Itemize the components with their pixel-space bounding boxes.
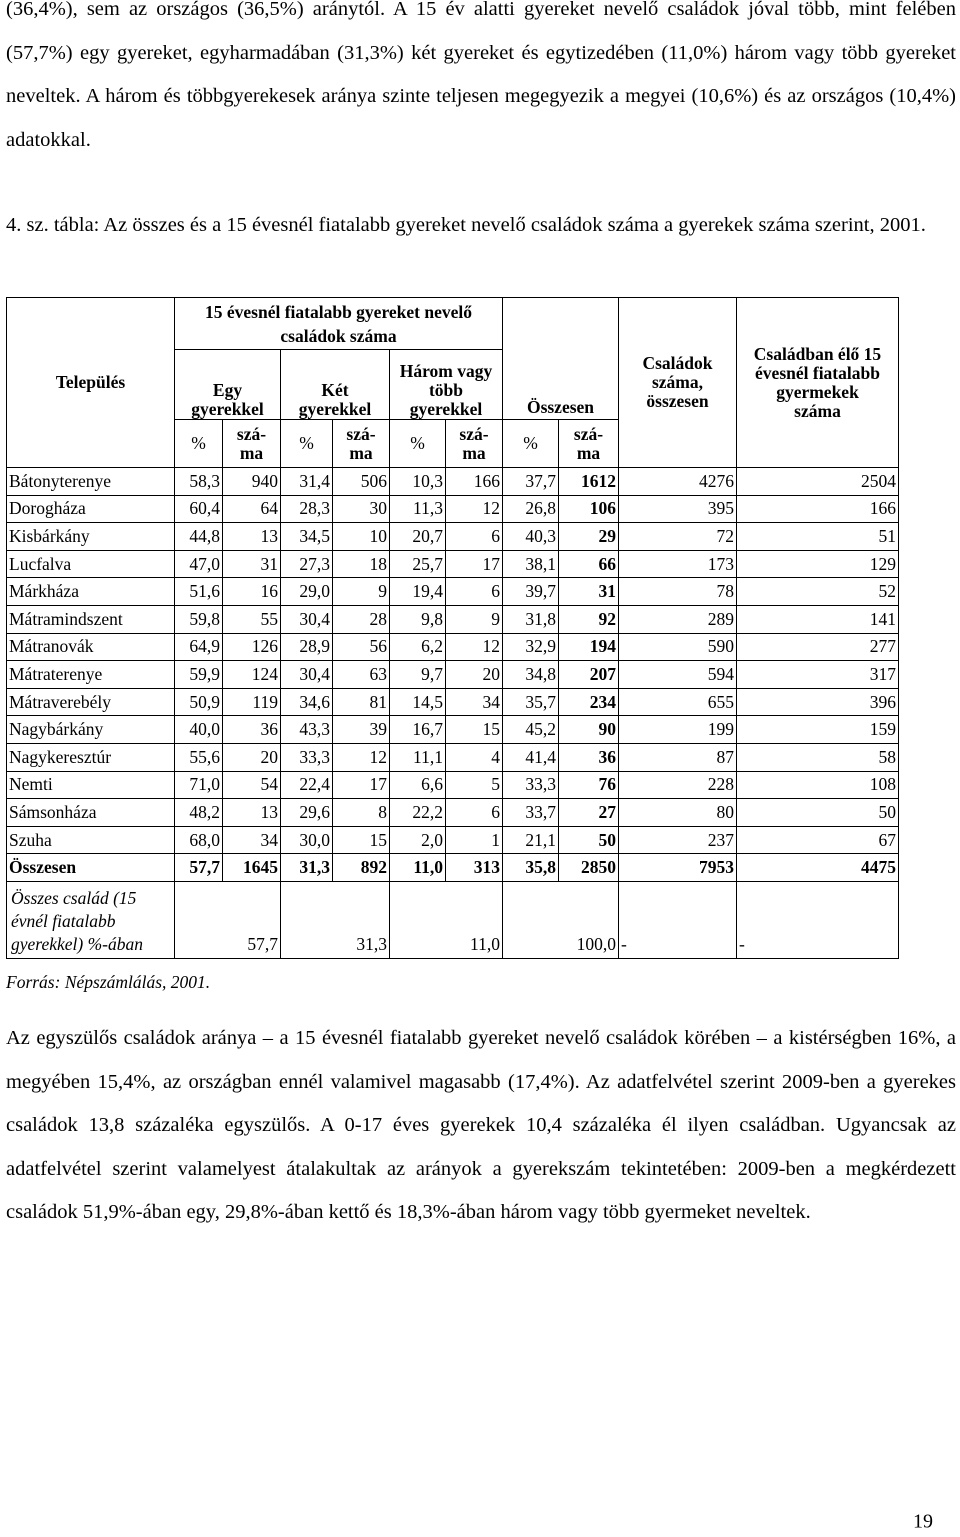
cell-value: 10 — [333, 523, 390, 551]
cell-value: 313 — [446, 854, 503, 882]
cell-value: 39 — [333, 716, 390, 744]
cell-value: 199 — [619, 716, 737, 744]
cell-value: 31 — [559, 578, 619, 606]
cell-value: 87 — [619, 743, 737, 771]
header-egy: Egy gyerekkel — [175, 350, 281, 420]
cell-value: 237 — [619, 826, 737, 854]
table-source: Forrás: Népszámlálás, 2001. — [6, 972, 211, 992]
cell-value: 13 — [223, 799, 281, 827]
cell-settlement: Mátraterenye — [7, 661, 175, 689]
cell-value: 58,3 — [175, 468, 223, 496]
table-row — [7, 799, 899, 827]
cell-value: 35,8 — [503, 854, 559, 882]
cell-value: 59,8 — [175, 605, 223, 633]
header-gyermekek: Családban élő 15 évesnél fiatalabb gyermekek száma — [737, 298, 899, 468]
cell-settlement: Dorogháza — [7, 495, 175, 523]
cell-value: 63 — [333, 661, 390, 689]
cell-value: 9 — [446, 605, 503, 633]
table-row — [7, 716, 899, 744]
cell-value: 51,6 — [175, 578, 223, 606]
header-pct: % — [281, 420, 333, 468]
cell-value: 55,6 — [175, 743, 223, 771]
cell-value: 45,2 — [503, 716, 559, 744]
cell-value: 92 — [559, 605, 619, 633]
cell-value: 31,8 — [503, 605, 559, 633]
cell-value: 2504 — [737, 468, 899, 496]
cell-value: 47,0 — [175, 550, 223, 578]
header-harom: Három vagy több gyerekkel — [390, 350, 503, 420]
pct-ket: 31,3 — [281, 881, 390, 958]
cell-value: 48,2 — [175, 799, 223, 827]
cell-value: 57,7 — [175, 854, 223, 882]
cell-value: 11,3 — [390, 495, 446, 523]
cell-value: 159 — [737, 716, 899, 744]
cell-value: 6,2 — [390, 633, 446, 661]
families-by-children-table — [6, 297, 899, 959]
cell-value: 590 — [619, 633, 737, 661]
cell-value: 28 — [333, 605, 390, 633]
cell-value: 28,9 — [281, 633, 333, 661]
cell-value: 317 — [737, 661, 899, 689]
cell-value: 40,0 — [175, 716, 223, 744]
cell-value: 892 — [333, 854, 390, 882]
cell-settlement: Bátonyterenye — [7, 468, 175, 496]
table-row — [7, 688, 899, 716]
cell-value: 31 — [223, 550, 281, 578]
cell-value: 124 — [223, 661, 281, 689]
cell-settlement: Nagybárkány — [7, 716, 175, 744]
cell-value: 60,4 — [175, 495, 223, 523]
cell-value: 25,7 — [390, 550, 446, 578]
cell-value: 396 — [737, 688, 899, 716]
cell-value: 18 — [333, 550, 390, 578]
cell-value: 78 — [619, 578, 737, 606]
cell-value: 51 — [737, 523, 899, 551]
cell-value: 940 — [223, 468, 281, 496]
table-body — [7, 468, 899, 854]
cell-settlement: Szuha — [7, 826, 175, 854]
cell-value: 30,0 — [281, 826, 333, 854]
cell-value: 12 — [446, 495, 503, 523]
pct-osszesen: 100,0 — [503, 881, 619, 958]
cell-value: 22,2 — [390, 799, 446, 827]
cell-settlement: Márkháza — [7, 578, 175, 606]
table-row — [7, 523, 899, 551]
total-row — [7, 854, 899, 882]
cell-value: 20 — [223, 743, 281, 771]
cell-value: 34 — [446, 688, 503, 716]
cell-value: 4276 — [619, 468, 737, 496]
cell-value: 27,3 — [281, 550, 333, 578]
cell-value: 194 — [559, 633, 619, 661]
cell-settlement: Mátraverebély — [7, 688, 175, 716]
cell-value: 129 — [737, 550, 899, 578]
table-header — [7, 298, 899, 468]
cell-value: 9,7 — [390, 661, 446, 689]
header-szama: szá- ma — [446, 420, 503, 468]
cell-value: 44,8 — [175, 523, 223, 551]
cell-value: 34 — [223, 826, 281, 854]
cell-value: 64 — [223, 495, 281, 523]
header-csaladok: Családok száma, összesen — [619, 298, 737, 468]
header-telepules: Település — [7, 298, 175, 468]
header-szama: szá- ma — [559, 420, 619, 468]
cell-value: 19,4 — [390, 578, 446, 606]
cell-value: 76 — [559, 771, 619, 799]
cell-value: 80 — [619, 799, 737, 827]
cell-value: 10,3 — [390, 468, 446, 496]
cell-value: 228 — [619, 771, 737, 799]
cell-value: 34,6 — [281, 688, 333, 716]
cell-value: 11,0 — [390, 854, 446, 882]
cell-value: 34,8 — [503, 661, 559, 689]
cell-value: 29,6 — [281, 799, 333, 827]
cell-value: 30 — [333, 495, 390, 523]
cell-value: 33,3 — [503, 771, 559, 799]
cell-value: 58 — [737, 743, 899, 771]
cell-value: 32,9 — [503, 633, 559, 661]
cell-settlement: Nemti — [7, 771, 175, 799]
table-footer — [7, 854, 899, 959]
cell-settlement: Nagykeresztúr — [7, 743, 175, 771]
cell-value: 50 — [737, 799, 899, 827]
cell-value: 1612 — [559, 468, 619, 496]
cell-value: 9,8 — [390, 605, 446, 633]
cell-value: 13 — [223, 523, 281, 551]
table-row — [7, 743, 899, 771]
cell-settlement: Kisbárkány — [7, 523, 175, 551]
header-pct: % — [390, 420, 446, 468]
cell-value: 50,9 — [175, 688, 223, 716]
cell-value: 29,0 — [281, 578, 333, 606]
table-row — [7, 495, 899, 523]
cell-value: 36 — [559, 743, 619, 771]
cell-value: 173 — [619, 550, 737, 578]
cell-value: 16,7 — [390, 716, 446, 744]
cell-value: 12 — [333, 743, 390, 771]
table-row — [7, 550, 899, 578]
cell-value: 8 — [333, 799, 390, 827]
cell-value: 39,7 — [503, 578, 559, 606]
cell-value: 50 — [559, 826, 619, 854]
cell-value: 37,7 — [503, 468, 559, 496]
cell-value: 16 — [223, 578, 281, 606]
cell-value: 15 — [446, 716, 503, 744]
cell-value: 21,1 — [503, 826, 559, 854]
cell-value: 506 — [333, 468, 390, 496]
cell-value: 126 — [223, 633, 281, 661]
cell-value: 1 — [446, 826, 503, 854]
cell-value: 30,4 — [281, 661, 333, 689]
header-szama: szá- ma — [223, 420, 281, 468]
cell-value: 33,7 — [503, 799, 559, 827]
cell-value: 289 — [619, 605, 737, 633]
header-szama: szá- ma — [333, 420, 390, 468]
table-caption: 4. sz. tábla: Az összes és a 15 évesnél fiatalabb gyereket nevelő családok száma a gyerekek száma szerint, 2001. — [6, 214, 926, 236]
cell-settlement: Mátranovák — [7, 633, 175, 661]
cell-value: 395 — [619, 495, 737, 523]
cell-label: Összesen — [7, 854, 175, 882]
cell-value: 36 — [223, 716, 281, 744]
cell-value: 108 — [737, 771, 899, 799]
cell-value: 56 — [333, 633, 390, 661]
cell-value: 17 — [333, 771, 390, 799]
cell-value: 67 — [737, 826, 899, 854]
cell-value: 20 — [446, 661, 503, 689]
cell-value: 207 — [559, 661, 619, 689]
cell-value: 6,6 — [390, 771, 446, 799]
cell-value: 68,0 — [175, 826, 223, 854]
percent-row — [7, 881, 899, 958]
cell-value: 2,0 — [390, 826, 446, 854]
cell-value: 34,5 — [281, 523, 333, 551]
cell-value: 5 — [446, 771, 503, 799]
cell-value: 6 — [446, 578, 503, 606]
table-row — [7, 468, 899, 496]
cell-value: 17 — [446, 550, 503, 578]
cell-value: 38,1 — [503, 550, 559, 578]
cell-value: 52 — [737, 578, 899, 606]
cell-value: 64,9 — [175, 633, 223, 661]
cell-value: 11,1 — [390, 743, 446, 771]
cell-value: 594 — [619, 661, 737, 689]
header-osszesen: Összesen — [503, 298, 619, 420]
cell-value: 55 — [223, 605, 281, 633]
cell-value: 4475 — [737, 854, 899, 882]
cell-value: 28,3 — [281, 495, 333, 523]
cell-value: 20,7 — [390, 523, 446, 551]
cell-value: 6 — [446, 523, 503, 551]
table-row — [7, 578, 899, 606]
cell-value: 40,3 — [503, 523, 559, 551]
table-row — [7, 771, 899, 799]
cell-value: 655 — [619, 688, 737, 716]
cell-settlement: Lucfalva — [7, 550, 175, 578]
cell-value: 234 — [559, 688, 619, 716]
cell-value: 31,4 — [281, 468, 333, 496]
cell-value: 33,3 — [281, 743, 333, 771]
cell-value: 1645 — [223, 854, 281, 882]
cell-value: 41,4 — [503, 743, 559, 771]
cell-value: 9 — [333, 578, 390, 606]
cell-value: 2850 — [559, 854, 619, 882]
cell-value: 141 — [737, 605, 899, 633]
cell-value: 27 — [559, 799, 619, 827]
cell-value: 71,0 — [175, 771, 223, 799]
pct-harom: 11,0 — [390, 881, 503, 958]
cell-value: 43,3 — [281, 716, 333, 744]
cell-value: 29 — [559, 523, 619, 551]
cell-value: 106 — [559, 495, 619, 523]
table-row — [7, 633, 899, 661]
header-group-title: 15 évesnél fiatalabb gyereket nevelő családok száma — [175, 298, 503, 350]
cell-value: 15 — [333, 826, 390, 854]
cell-value: 119 — [223, 688, 281, 716]
cell-value: 90 — [559, 716, 619, 744]
percent-row-label: Összes család (15 évnél fiatalabb gyerekkel) %-ában — [7, 881, 175, 958]
cell-value: 6 — [446, 799, 503, 827]
cell-settlement: Sámsonháza — [7, 799, 175, 827]
cell-value: 66 — [559, 550, 619, 578]
body-paragraph: Az egyszülős családok aránya – a 15 évesnél fiatalabb gyereket nevelő családok körében – a kistérségben 16%, a megyében 15,4%, az országban ennél valamivel magasabb (17,4%). Az adatfelvétel szerint 2009-ben a gyerekes családok 13,8 százaléka egyszülős. A 0-17 éves gyerekek 10,4 százaléka él ilyen családban. Ugyancsak az adatfelvétel szerint valamelyest átalakultak az arányok a gyerekszám tekintetében: 2009-ben a megkérdezett családok 51,9%-ában egy, 29,8%-ában kettő és 18,3%-ában három vagy több gyermeket neveltek. — [6, 1027, 956, 1223]
cell-value: 81 — [333, 688, 390, 716]
cell-value: 35,7 — [503, 688, 559, 716]
cell-value: 26,8 — [503, 495, 559, 523]
cell-value: 59,9 — [175, 661, 223, 689]
cell-value: 31,3 — [281, 854, 333, 882]
cell-settlement: Mátramindszent — [7, 605, 175, 633]
pct-egy: 57,7 — [175, 881, 281, 958]
header-ket: Két gyerekkel — [281, 350, 390, 420]
header-pct: % — [503, 420, 559, 468]
cell-value: 166 — [446, 468, 503, 496]
pct-csaladok: - — [619, 881, 737, 958]
cell-value: 4 — [446, 743, 503, 771]
cell-value: 14,5 — [390, 688, 446, 716]
cell-value: 30,4 — [281, 605, 333, 633]
cell-value: 72 — [619, 523, 737, 551]
table-row — [7, 826, 899, 854]
cell-value: 22,4 — [281, 771, 333, 799]
intro-paragraph: (36,4%), sem az országos (36,5%) aránytól. A 15 év alatti gyereket nevelő családok jóval több, mint felében (57,7%) egy gyereket, egyharmadában (31,3%) két gyereket és egytizedében (11,0%) három vagy több gyereket neveltek. A három és többgyerekesek aránya szinte teljesen megegyezik a megyei (10,6%) és az országos (10,4%) adatokkal. — [6, 0, 956, 151]
cell-value: 12 — [446, 633, 503, 661]
cell-value: 7953 — [619, 854, 737, 882]
cell-value: 277 — [737, 633, 899, 661]
cell-value: 54 — [223, 771, 281, 799]
table-row — [7, 605, 899, 633]
pct-gyermekek: - — [737, 881, 899, 958]
header-pct: % — [175, 420, 223, 468]
page-number: 19 — [913, 1510, 933, 1533]
cell-value: 166 — [737, 495, 899, 523]
table-row — [7, 661, 899, 689]
